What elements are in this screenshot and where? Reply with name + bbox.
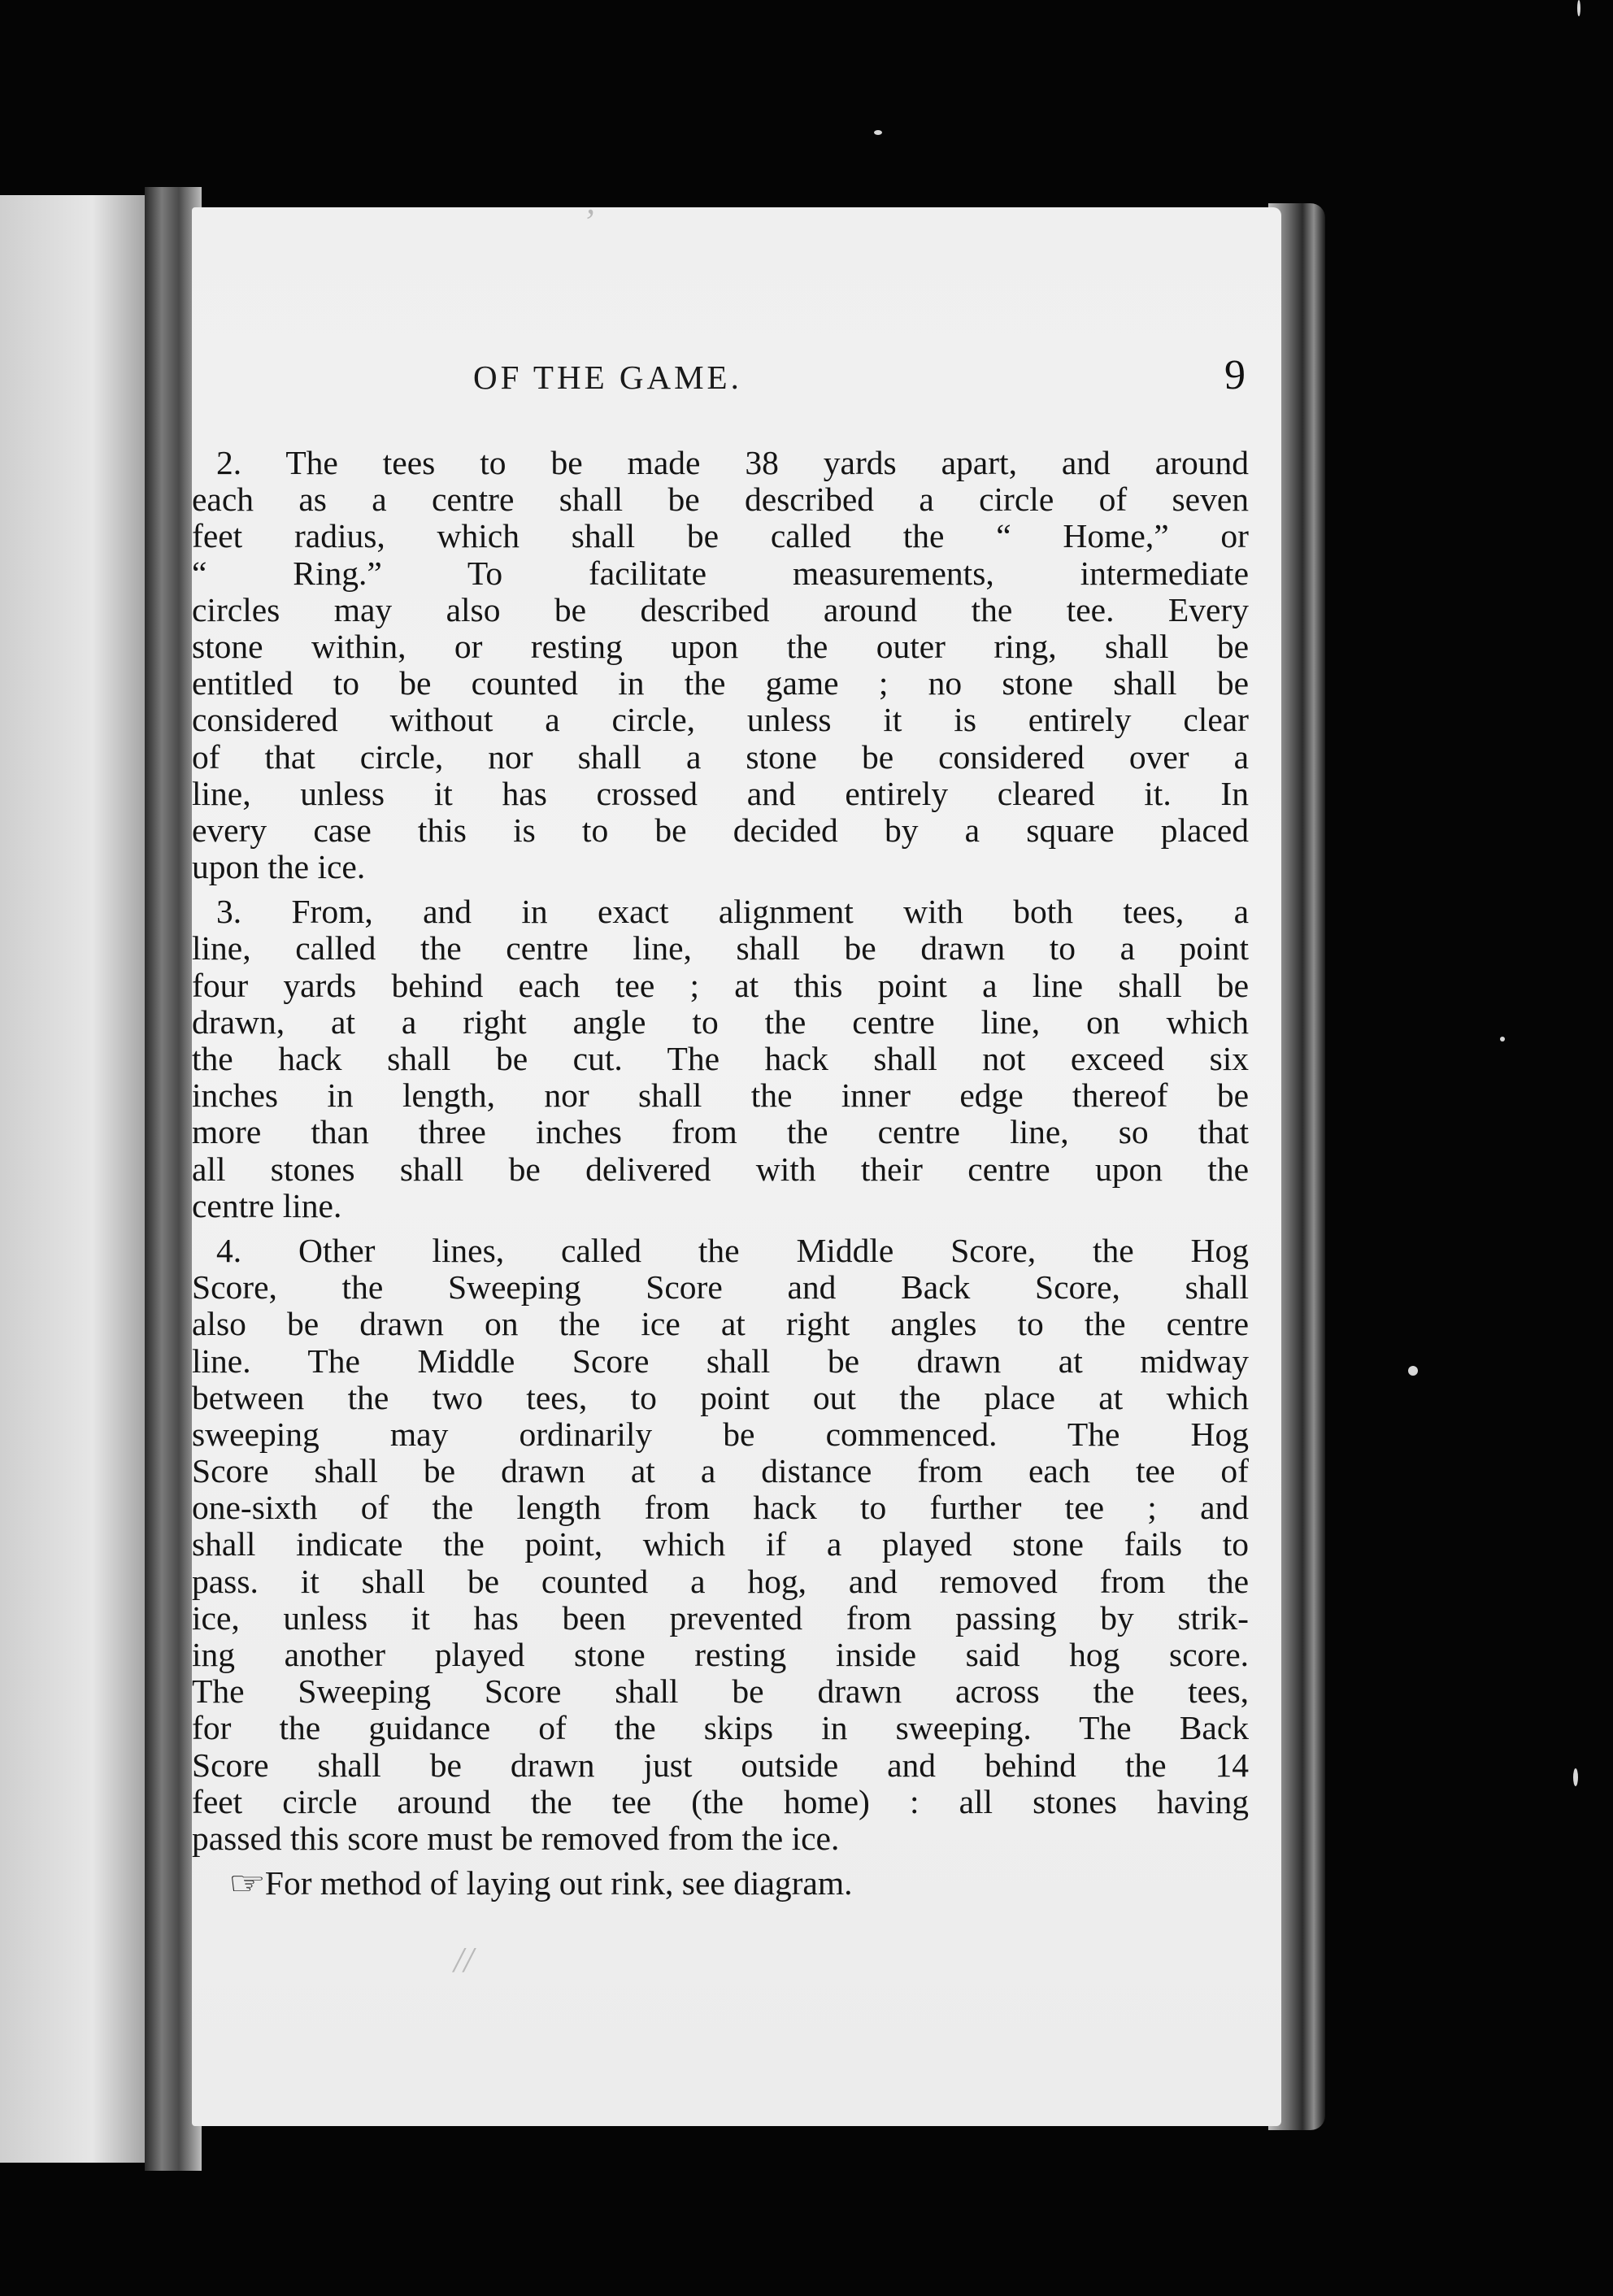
book-page bbox=[192, 202, 1281, 2126]
film-speck bbox=[1408, 1366, 1418, 1376]
diagram-note-text: For method of laying out rink, see diagram. bbox=[264, 1864, 853, 1902]
diagram-note bbox=[192, 1865, 1249, 1902]
text-line: more than three inches from the centre line, so that bbox=[192, 1113, 1249, 1151]
film-speck bbox=[1573, 1768, 1578, 1786]
text-line: line, unless it has crossed and entirely cleared it. In bbox=[192, 774, 1249, 812]
text-line: circles may also be described around the tee. Every bbox=[192, 590, 1249, 628]
text-line: “ Ring.” To facilitate measurements, intermediate bbox=[192, 554, 1249, 592]
text-line: upon the ice. bbox=[192, 848, 366, 886]
film-speck bbox=[1500, 1037, 1505, 1041]
text-line: feet radius, which shall be called the “ Home,” or bbox=[192, 517, 1249, 555]
text-line: considered without a circle, unless it is entirely clear bbox=[192, 701, 1249, 739]
page-number: 9 bbox=[1224, 352, 1246, 398]
text-line: for the guidance of the skips in sweeping. The Back bbox=[192, 1709, 1249, 1747]
text-line: inches in length, nor shall the inner edge thereof be bbox=[192, 1076, 1249, 1115]
text-line: shall indicate the point, which if a played stone fails to bbox=[192, 1525, 1249, 1563]
left-page-edge bbox=[0, 195, 154, 2163]
text-line: Score shall be drawn at a distance from each tee of bbox=[192, 1452, 1249, 1490]
running-head: OF THE GAME. bbox=[473, 359, 742, 396]
text-line: entitled to be counted in the game ; no stone shall be bbox=[192, 664, 1249, 702]
text-line: line. The Middle Score shall be drawn at midway bbox=[192, 1342, 1249, 1380]
text-line: line, called the centre line, shall be drawn to a point bbox=[192, 929, 1249, 968]
text-line: every case this is to be decided by a square placed bbox=[192, 811, 1249, 849]
body-text bbox=[192, 445, 1249, 1902]
text-line: Score shall be drawn just outside and behind the 14 bbox=[192, 1746, 1249, 1784]
paragraph-2 bbox=[192, 445, 1249, 885]
text-line: feet circle around the tee (the home) : all stones having bbox=[192, 1782, 1249, 1820]
paragraph-4 bbox=[192, 1233, 1249, 1857]
text-line: the hack shall be cut. The hack shall not exceed six bbox=[192, 1040, 1249, 1077]
text-line: drawn, at a right angle to the centre line, on which bbox=[192, 1002, 1249, 1041]
text-line: four yards behind each tee ; at this point a line shall be bbox=[192, 966, 1249, 1004]
film-speck bbox=[874, 130, 882, 135]
text-line: each as a centre shall be described a circle of seven bbox=[192, 481, 1249, 519]
text-line: 3. From, and in exact alignment with both tees, a bbox=[216, 893, 1249, 931]
text-line: of that circle, nor shall a stone be considered over a bbox=[192, 737, 1249, 776]
text-line: between the two tees, to point out the place at which bbox=[192, 1378, 1249, 1416]
text-line: Score, the Sweeping Score and Back Score, shall bbox=[192, 1268, 1249, 1307]
text-line: pass. it shall be counted a hog, and removed from the bbox=[192, 1562, 1249, 1600]
text-line: 4. Other lines, called the Middle Score, the Hog bbox=[216, 1231, 1249, 1269]
text-line: The Sweeping Score shall be drawn across the tees, bbox=[192, 1672, 1249, 1711]
page-header bbox=[192, 352, 1281, 423]
faint-pencil-mark: // bbox=[454, 1940, 474, 1980]
text-line: one-sixth of the length from hack to further tee ; and bbox=[192, 1489, 1249, 1527]
paragraph-3 bbox=[192, 894, 1249, 1224]
text-line: 2. The tees to be made 38 yards apart, and around bbox=[216, 444, 1249, 481]
pointing-hand-icon: ☞ bbox=[228, 1865, 267, 1902]
text-line: sweeping may ordinarily be commenced. The Hog bbox=[192, 1415, 1249, 1453]
text-line: also be drawn on the ice at right angles to the centre bbox=[192, 1305, 1249, 1343]
text-line: all stones shall be delivered with their centre upon the bbox=[192, 1150, 1249, 1188]
text-line: ing another played stone resting inside said hog score. bbox=[192, 1636, 1249, 1673]
text-line: ice, unless it has been prevented from passing by strik- bbox=[192, 1598, 1249, 1637]
text-line: stone within, or resting upon the outer ring, shall be bbox=[192, 627, 1249, 665]
faint-pencil-mark: ’ bbox=[582, 202, 594, 241]
text-line: centre line. bbox=[192, 1186, 342, 1224]
film-speck bbox=[1577, 0, 1580, 16]
text-line: passed this score must be removed from the ice. bbox=[192, 1819, 840, 1857]
